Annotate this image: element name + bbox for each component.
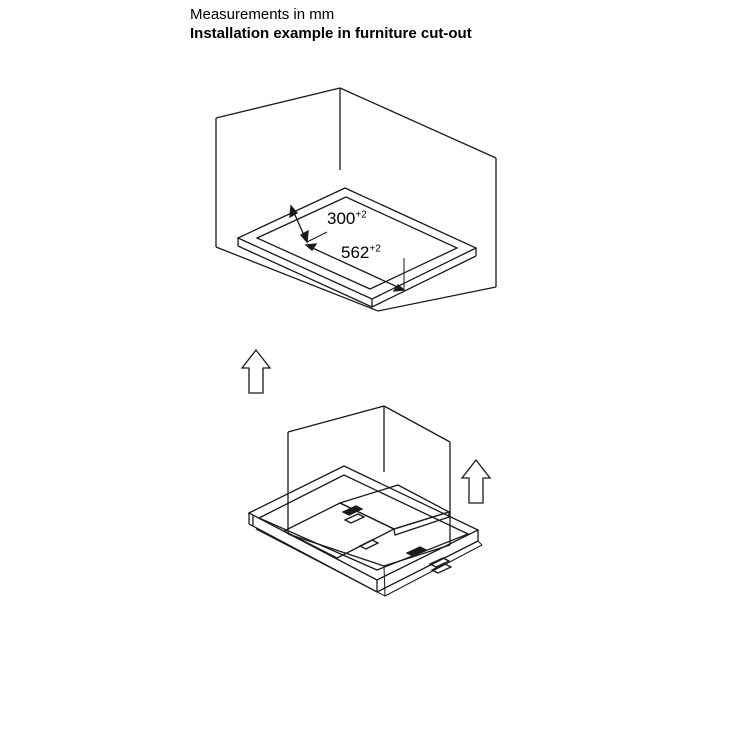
dimension-label-width: $562^{+2}$ [341, 243, 381, 262]
dim-300-arrowhead-top [290, 206, 297, 217]
light-cutout [360, 540, 378, 549]
filter-latch-right [430, 558, 449, 567]
cabinet-top-right-edge [340, 88, 496, 158]
cabinet-left-top-edge [216, 88, 340, 118]
filter-handle-rear [343, 506, 362, 515]
filter-panel-left [284, 503, 394, 558]
filter-panel-rear-edge [394, 512, 449, 535]
canopy-lip-right-vertical [478, 541, 482, 545]
filter-handle-rear-outline [345, 514, 364, 523]
dimension-label-depth: $300^{+2}$ [327, 209, 367, 228]
hood-body-bottom-left [288, 534, 384, 566]
appliance-group [249, 406, 482, 596]
dim-300-arrowhead-bottom [301, 231, 308, 242]
dim-300-leader [307, 232, 327, 242]
canopy-lip-bottom [256, 529, 482, 596]
diagram-title: Installation example in furniture cut-out [190, 25, 472, 42]
insert-arrow-left [242, 350, 270, 393]
canopy-inner-rim [259, 475, 468, 570]
direction-arrows [242, 350, 490, 503]
filter-latch-right-lower [432, 564, 451, 573]
hood-body-top-left [288, 406, 384, 432]
filter-handle-front [407, 547, 426, 556]
insert-arrow-right [462, 460, 490, 503]
measurement-units-note: Measurements in mm [190, 6, 335, 23]
cabinet-cutout-group [216, 88, 496, 311]
hood-body-top-right [384, 406, 450, 442]
canopy-lip-front-vertical [384, 566, 385, 596]
